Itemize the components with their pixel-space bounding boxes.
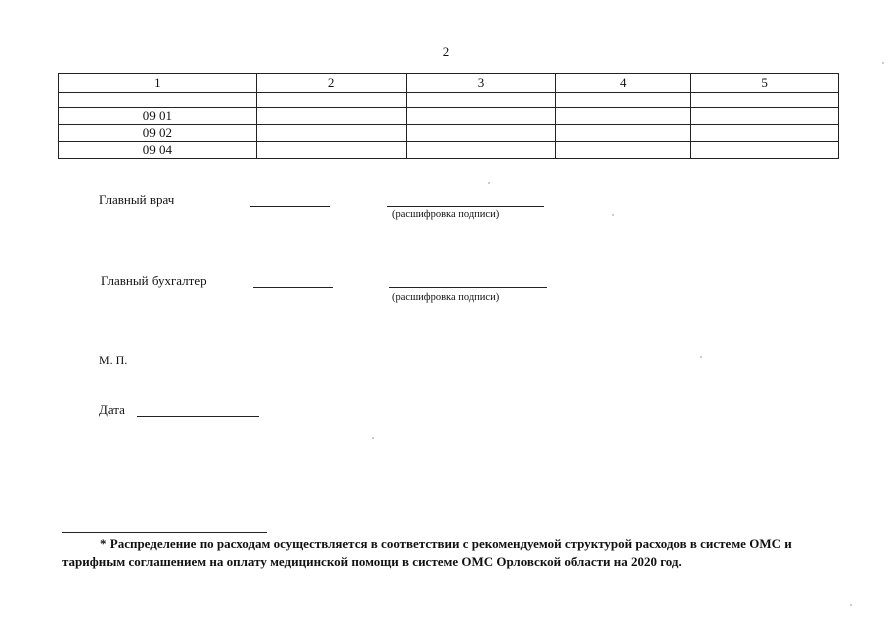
footnote-separator: [62, 532, 267, 533]
table-cell-code: 09 04: [59, 142, 257, 159]
seal-place-label: М. П.: [99, 353, 128, 367]
chief-physician-name-line[interactable]: [387, 206, 544, 207]
date-field-line[interactable]: [137, 416, 259, 417]
table-cell: [691, 142, 839, 159]
scan-speck: [612, 214, 614, 216]
table-cell: [691, 93, 839, 108]
page-number: 2: [442, 44, 450, 59]
table-cell: [691, 108, 839, 125]
scan-speck: [700, 356, 702, 358]
table-cell: [406, 93, 556, 108]
column-header: 1: [59, 74, 257, 93]
column-header: 4: [556, 74, 691, 93]
table-cell: [256, 125, 406, 142]
table-cell: [406, 142, 556, 159]
table-spacer-row: [59, 93, 839, 108]
table-cell: [556, 125, 691, 142]
scan-speck: [882, 62, 884, 64]
distribution-table: [58, 73, 839, 159]
scan-speck: [488, 182, 490, 184]
table-cell-code: 09 01: [59, 108, 257, 125]
chief-physician-signature-line[interactable]: [250, 206, 330, 207]
column-header: 3: [406, 74, 556, 93]
table-cell: [691, 125, 839, 142]
table-cell-code: 09 02: [59, 125, 257, 142]
table-cell: [256, 142, 406, 159]
table-row: [59, 125, 839, 142]
scan-speck: [372, 437, 374, 439]
table-cell: [556, 108, 691, 125]
table-cell: [406, 108, 556, 125]
table-cell: [256, 93, 406, 108]
table-row: [59, 108, 839, 125]
signature-decoding-caption: (расшифровка подписи): [392, 292, 500, 303]
footnote-text: * Распределение по расходам осуществляется в соответствии с рекомендуемой структурой расходов в системе ОМС и тарифным соглашением на оплату медицинской помощи в системе ОМС Орловской области на 2020 год.: [62, 536, 792, 569]
table-cell: [59, 93, 257, 108]
column-header: 2: [256, 74, 406, 93]
chief-accountant-name-line[interactable]: [389, 287, 547, 288]
chief-accountant-signature-line[interactable]: [253, 287, 333, 288]
table-cell: [556, 93, 691, 108]
table-row: [59, 142, 839, 159]
date-label: Дата: [99, 402, 125, 417]
signature-decoding-caption: (расшифровка подписи): [392, 209, 500, 220]
table-cell: [406, 125, 556, 142]
scan-speck: [850, 604, 852, 606]
table-cell: [556, 142, 691, 159]
table-cell: [256, 108, 406, 125]
column-header: 5: [691, 74, 839, 93]
chief-physician-label: Главный врач: [99, 192, 175, 207]
table-header-row: [59, 74, 839, 93]
chief-accountant-label: Главный бухгалтер: [101, 273, 207, 288]
